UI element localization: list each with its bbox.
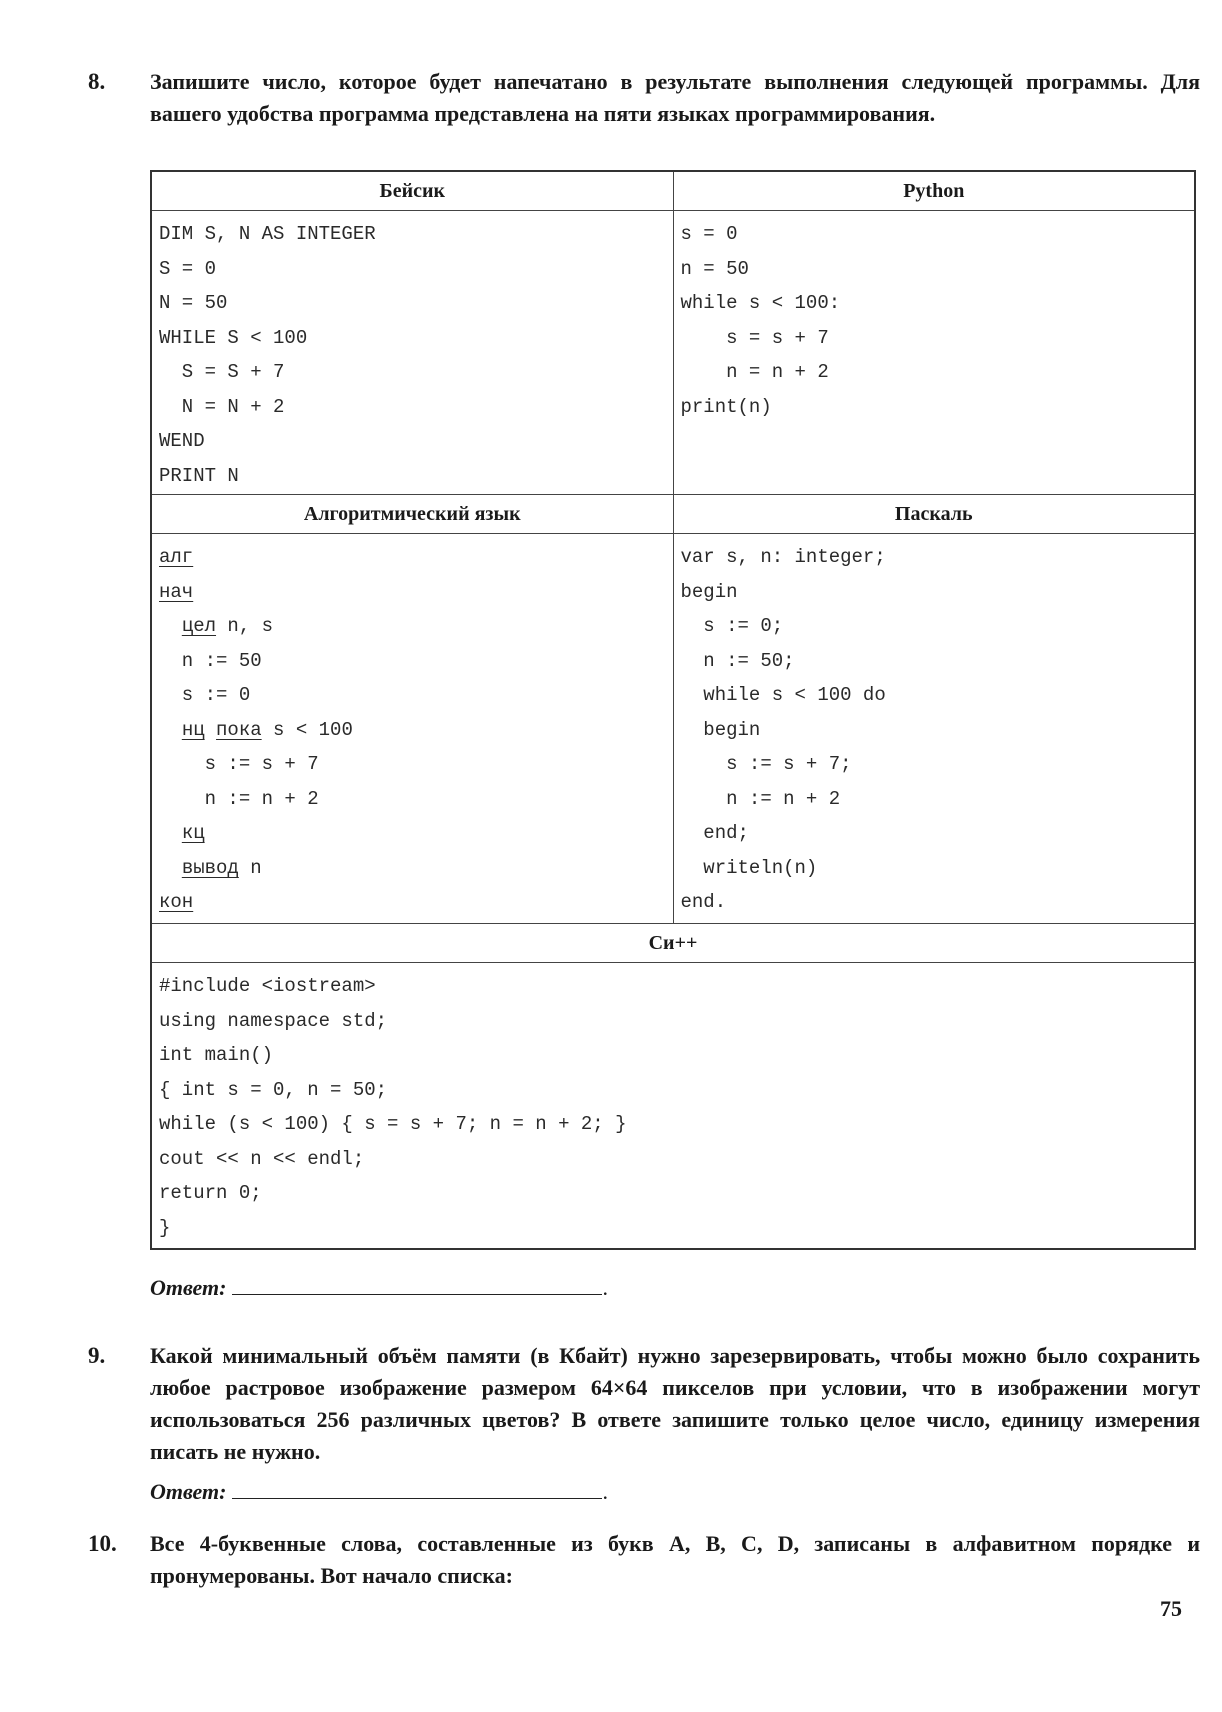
code-line: DIM S, N AS INTEGER [159, 223, 376, 245]
code-line: var s, n: integer; [680, 546, 886, 568]
code-line: end. [680, 891, 727, 913]
keyword: пока [216, 718, 262, 741]
page-number: 75 [1160, 1596, 1182, 1621]
code-line [159, 540, 673, 575]
keyword: нц [181, 718, 205, 741]
cpp-code-cell [151, 963, 1195, 1249]
code-line: n := 50 [159, 649, 262, 672]
problem-text: Все 4-буквенные слова, составленные из букв A, B, C, D, записаны в алфавитном порядке и пронумерованы. Вот начало списка: [150, 1531, 1200, 1588]
cpp-header: Си++ [151, 924, 1195, 963]
code-line: N = N + 2 [159, 395, 285, 418]
code-line: while s < 100: [680, 292, 841, 314]
code-line: n := n + 2 [680, 787, 841, 810]
keyword: нач [159, 580, 194, 603]
code-line: } [159, 1216, 171, 1239]
code-line: s := s + 7 [159, 753, 319, 775]
answer-label: Ответ: [150, 1275, 227, 1300]
code-line: cout << n << endl; [159, 1147, 365, 1170]
keyword: вывод [181, 856, 239, 879]
code-text: n [238, 856, 262, 879]
code-line: end; [680, 822, 749, 844]
answer-8 [150, 1272, 608, 1303]
problem-number: 9. [88, 1343, 106, 1368]
code-line: #include <iostream> [159, 975, 376, 997]
answer-end: . [602, 1479, 608, 1504]
code-line: s := 0 [159, 684, 251, 706]
code-line: S = S + 7 [159, 361, 285, 383]
code-line [159, 609, 673, 644]
code-line: s = 0 [680, 223, 738, 245]
keyword: кц [181, 822, 205, 844]
basic-header: Бейсик [151, 171, 673, 211]
basic-code [152, 211, 673, 493]
code-text: n, s [216, 615, 274, 637]
algo-code-cell [151, 534, 673, 924]
pascal-code [674, 534, 1195, 920]
code-line: s := 0; [680, 615, 784, 637]
code-line [159, 816, 673, 851]
code-line: int main() [159, 1044, 274, 1066]
code-line: s = s + 7 [680, 326, 829, 349]
code-line: WHILE S < 100 [159, 326, 308, 349]
pascal-code-cell [673, 534, 1195, 924]
code-line: S = 0 [159, 257, 217, 280]
keyword: кон [159, 891, 194, 913]
code-line: n := 50; [680, 649, 795, 672]
answer-line[interactable] [232, 1272, 602, 1295]
problem-text: Какой минимальный объём памяти (в Кбайт) нужно зарезервировать, чтобы можно было сохранить любое растровое изображение размером 64×64 пикселов при условии, что в изображении могут использоваться 256 различных цветов? В ответе запишите только целое число, единицу измерения писать не нужно. [150, 1343, 1200, 1464]
answer-label: Ответ: [150, 1479, 227, 1504]
code-line: using namespace std; [159, 1009, 388, 1032]
code-line: n = 50 [680, 257, 749, 280]
code-line: PRINT N [159, 464, 239, 487]
code-line: n = n + 2 [680, 361, 829, 383]
python-code-cell [673, 211, 1195, 495]
code-line: while s < 100 do [680, 684, 886, 706]
code-line: begin [680, 718, 761, 741]
code-line: print(n) [680, 395, 772, 418]
code-line: writeln(n) [680, 856, 818, 879]
code-line: WEND [159, 430, 205, 452]
code-line: begin [680, 580, 738, 603]
answer-9 [150, 1476, 608, 1507]
code-line: return 0; [159, 1182, 262, 1204]
algo-code [152, 534, 673, 920]
problem-number: 10. [88, 1531, 117, 1556]
code-line [159, 713, 673, 748]
basic-code-cell [151, 211, 673, 495]
code-line: while (s < 100) { s = s + 7; n = n + 2; } [159, 1113, 627, 1135]
code-line [159, 851, 673, 886]
algo-header: Алгоритмический язык [151, 495, 673, 534]
code-table [150, 170, 1196, 1250]
code-line: N = 50 [159, 292, 228, 314]
python-header: Python [673, 171, 1195, 211]
code-line: s := s + 7; [680, 753, 852, 775]
python-code [674, 211, 1195, 424]
pascal-header: Паскаль [673, 495, 1195, 534]
code-line [159, 575, 673, 610]
code-line: n := n + 2 [159, 787, 319, 810]
code-text: s < 100 [261, 718, 353, 741]
keyword: алг [159, 546, 194, 568]
answer-end: . [602, 1275, 608, 1300]
answer-line[interactable] [232, 1476, 602, 1499]
code-line [159, 885, 673, 920]
cpp-code [152, 963, 1194, 1245]
code-line: { int s = 0, n = 50; [159, 1078, 388, 1101]
problem-text: Запишите число, которое будет напечатано в результате выполнения следующей программы. Для вашего удобства программа представлена на пяти языках программирования. [150, 69, 1200, 126]
problem-number: 8. [88, 69, 106, 94]
keyword: цел [181, 615, 217, 637]
